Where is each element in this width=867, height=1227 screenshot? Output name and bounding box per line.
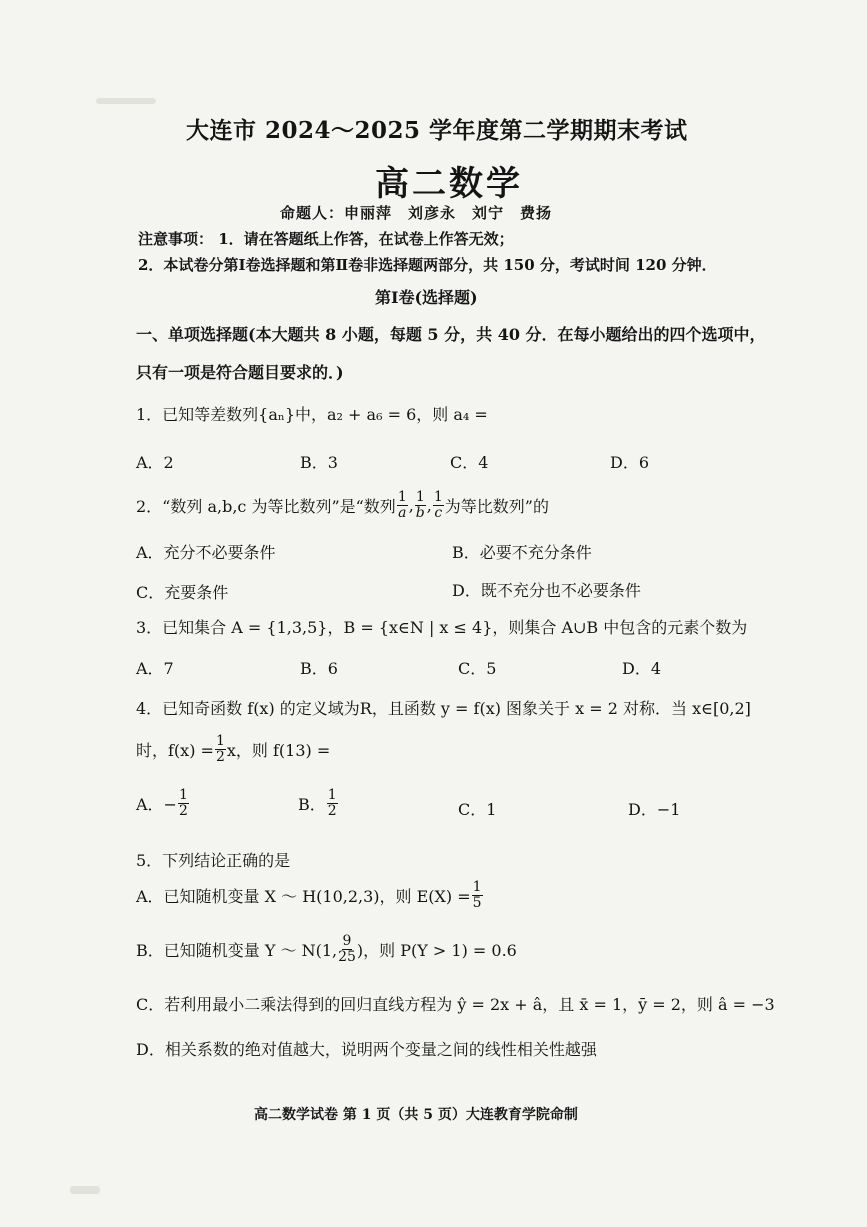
option-prefix: A．−: [136, 794, 177, 814]
q1-option-a: A．2: [136, 453, 174, 472]
question-5-stem: 5．下列结论正确的是: [136, 851, 291, 870]
frac-numerator: 1: [397, 489, 407, 505]
notice-line-1: 注意事项： 1．请在答题纸上作答，在试卷上作答无效；: [138, 230, 514, 248]
scan-artifact: [96, 98, 156, 104]
q1-option-d: D．6: [610, 453, 650, 472]
frac-denominator: a: [398, 504, 407, 521]
q4-fraction: [215, 734, 226, 764]
frac-denominator: 2: [327, 802, 337, 819]
authors-line: 命题人：申丽萍 刘彦永 刘宁 费扬: [280, 204, 553, 222]
q4-stem-prefix: 时，f(x) =: [136, 740, 214, 760]
q4-option-b-fraction: [327, 788, 338, 818]
frac-numerator: 1: [472, 879, 482, 895]
frac-denominator: 2: [215, 748, 225, 765]
frac-denominator: c: [434, 504, 443, 521]
q2-option-c: C．充要条件: [136, 583, 229, 602]
q5-option-b: [136, 934, 517, 964]
frac-denominator: 25: [338, 948, 356, 965]
q3-option-c: C．5: [458, 659, 497, 678]
q3-option-d: D．4: [622, 659, 662, 678]
part-heading-line-1: 一、单项选择题(本大题共 8 小题，每题 5 分，共 40 分．在每小题给出的四个选项中，: [136, 325, 766, 344]
q2-fraction-a: [397, 490, 408, 520]
q2-option-d: D．既不充分也不必要条件: [452, 581, 641, 600]
page-footer: 高二数学试卷 第 1 页（共 5 页）大连教育学院命制: [254, 1107, 578, 1123]
q4-option-c: C．1: [458, 800, 497, 819]
question-4-stem-line-2: [136, 734, 330, 764]
q5-option-b-text-end: )，则 P(Y > 1) = 0.6: [356, 940, 517, 960]
question-3-stem: 3．已知集合 A = {1,3,5}，B = {x∈N | x ≤ 4}，则集合 A∪B 中包含的元素个数为: [136, 618, 748, 637]
question-4-stem-line-1: 4．已知奇函数 f(x) 的定义域为R，且函数 y = f(x) 图象关于 x = 2 对称．当 x∈[0,2]: [136, 699, 751, 718]
notice-line-2: 2．本试卷分第Ⅰ卷选择题和第Ⅱ卷非选择题两部分，共 150 分，考试时间 120 分钟．: [138, 256, 717, 274]
exam-title: 大连市 2024～2025 学年度第二学期期末考试: [186, 117, 688, 144]
q2-stem-end: 为等比数列”的: [444, 496, 549, 516]
subject-title: 高二数学: [375, 164, 523, 204]
q5-option-a: [136, 880, 484, 910]
q5-option-b-text: B．已知随机变量 Y ～ N(1,: [136, 940, 338, 960]
part-heading-line-2: 只有一项是符合题目要求的．): [136, 363, 344, 382]
q5-option-b-fraction: [338, 934, 356, 964]
scan-artifact: [70, 1186, 100, 1194]
q4-option-d: D．−1: [628, 800, 681, 819]
q5-option-d: D．相关系数的绝对值越大，说明两个变量之间的线性相关性越强: [136, 1040, 597, 1059]
frac-numerator: 1: [327, 787, 337, 803]
frac-numerator: 1: [178, 787, 188, 803]
q3-option-b: B．6: [300, 659, 338, 678]
frac-denominator: 5: [472, 894, 482, 911]
frac-numerator: 1: [415, 489, 425, 505]
q5-option-c: C．若利用最小二乘法得到的回归直线方程为 ŷ = 2x + â，且 x̄ = 1，ȳ = 2，则 â = −3: [136, 995, 775, 1014]
q2-fraction-b: [415, 490, 426, 520]
frac-denominator: b: [415, 504, 425, 521]
option-prefix: B．: [298, 794, 326, 814]
q5-option-a-text: A．已知随机变量 X ～ H(10,2,3)，则 E(X) =: [136, 886, 471, 906]
q3-option-a: A．7: [136, 659, 174, 678]
q4-option-a-fraction: [178, 788, 189, 818]
frac-numerator: 1: [433, 489, 443, 505]
q2-option-b: B．必要不充分条件: [452, 543, 592, 562]
volume-heading: 第Ⅰ卷(选择题): [375, 288, 478, 307]
q4-option-a: [136, 788, 190, 818]
frac-numerator: 9: [342, 933, 352, 949]
q2-stem-start: 2．“数列 a,b,c 为等比数列”是“数列: [136, 496, 396, 516]
q1-option-b: B．3: [300, 453, 338, 472]
q4-stem-suffix: x，则 f(13) =: [226, 740, 331, 760]
q2-fraction-c: [433, 490, 444, 520]
question-1-stem: 1．已知等差数列{aₙ}中，a₂ + a₆ = 6，则 a₄ =: [136, 405, 488, 424]
question-2-stem: 2．“数列 a,b,c 为等比数列”是“数列 $\frac{1}{a}$ , $\frac{1}{b}$ , $\frac{1}{c}$ 为等比数列”的: [136, 489, 549, 521]
q2-option-a: A．充分不必要条件: [136, 543, 276, 562]
frac-denominator: 2: [178, 802, 188, 819]
frac-numerator: 1: [215, 733, 225, 749]
q5-option-a-fraction: [472, 880, 483, 910]
q4-option-b: [298, 788, 339, 818]
q1-option-c: C．4: [450, 453, 489, 472]
